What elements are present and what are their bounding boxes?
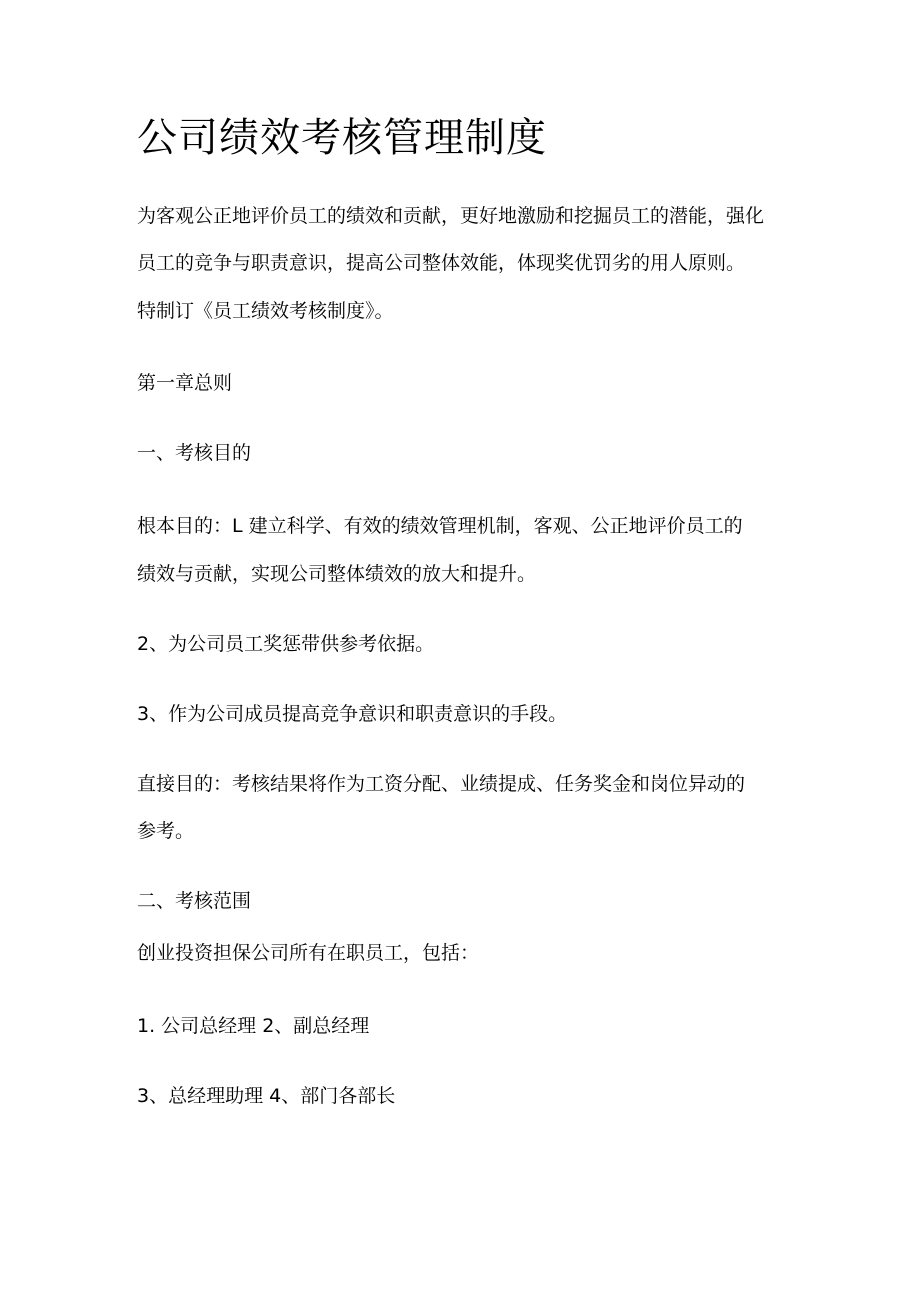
scope-list-line-1: 1. 公司总经理 2、副总经理 xyxy=(137,1015,370,1037)
scope-intro: 创业投资担保公司所有在职员工，包括： xyxy=(137,942,480,964)
document-title: 公司绩效考核管理制度 xyxy=(137,115,547,161)
intro-line-1: 为客观公正地评价员工的绩效和贡献，更好地激励和挖掘员工的潜能，强化 xyxy=(137,205,765,227)
intro-line-2: 员工的竞争与职责意识，提高公司整体效能，体现奖优罚劣的用人原则。 xyxy=(137,252,746,274)
basic-purpose-line-1: 根本目的：L 建立科学、有效的绩效管理机制，客观、公正地评价员工的 xyxy=(137,515,743,537)
section-heading-scope: 二、考核范围 xyxy=(137,890,252,912)
chapter-heading: 第一章总则 xyxy=(137,372,233,394)
scope-list-line-2: 3、总经理助理 4、部门各部长 xyxy=(137,1085,396,1107)
direct-purpose-line-2: 参考。 xyxy=(137,820,195,842)
direct-purpose-line-1: 直接目的：考核结果将作为工资分配、业绩提成、任务奖金和岗位异动的 xyxy=(137,773,746,795)
purpose-item-3: 3、作为公司成员提高竞争意识和职责意识的手段。 xyxy=(137,703,568,725)
intro-line-3: 特制订《员工绩效考核制度》。 xyxy=(137,300,394,322)
basic-purpose-line-2: 绩效与贡献，实现公司整体绩效的放大和提升。 xyxy=(137,563,537,585)
purpose-item-2: 2、为公司员工奖惩带供参考依据。 xyxy=(137,633,435,655)
section-heading-purpose: 一、考核目的 xyxy=(137,442,252,464)
